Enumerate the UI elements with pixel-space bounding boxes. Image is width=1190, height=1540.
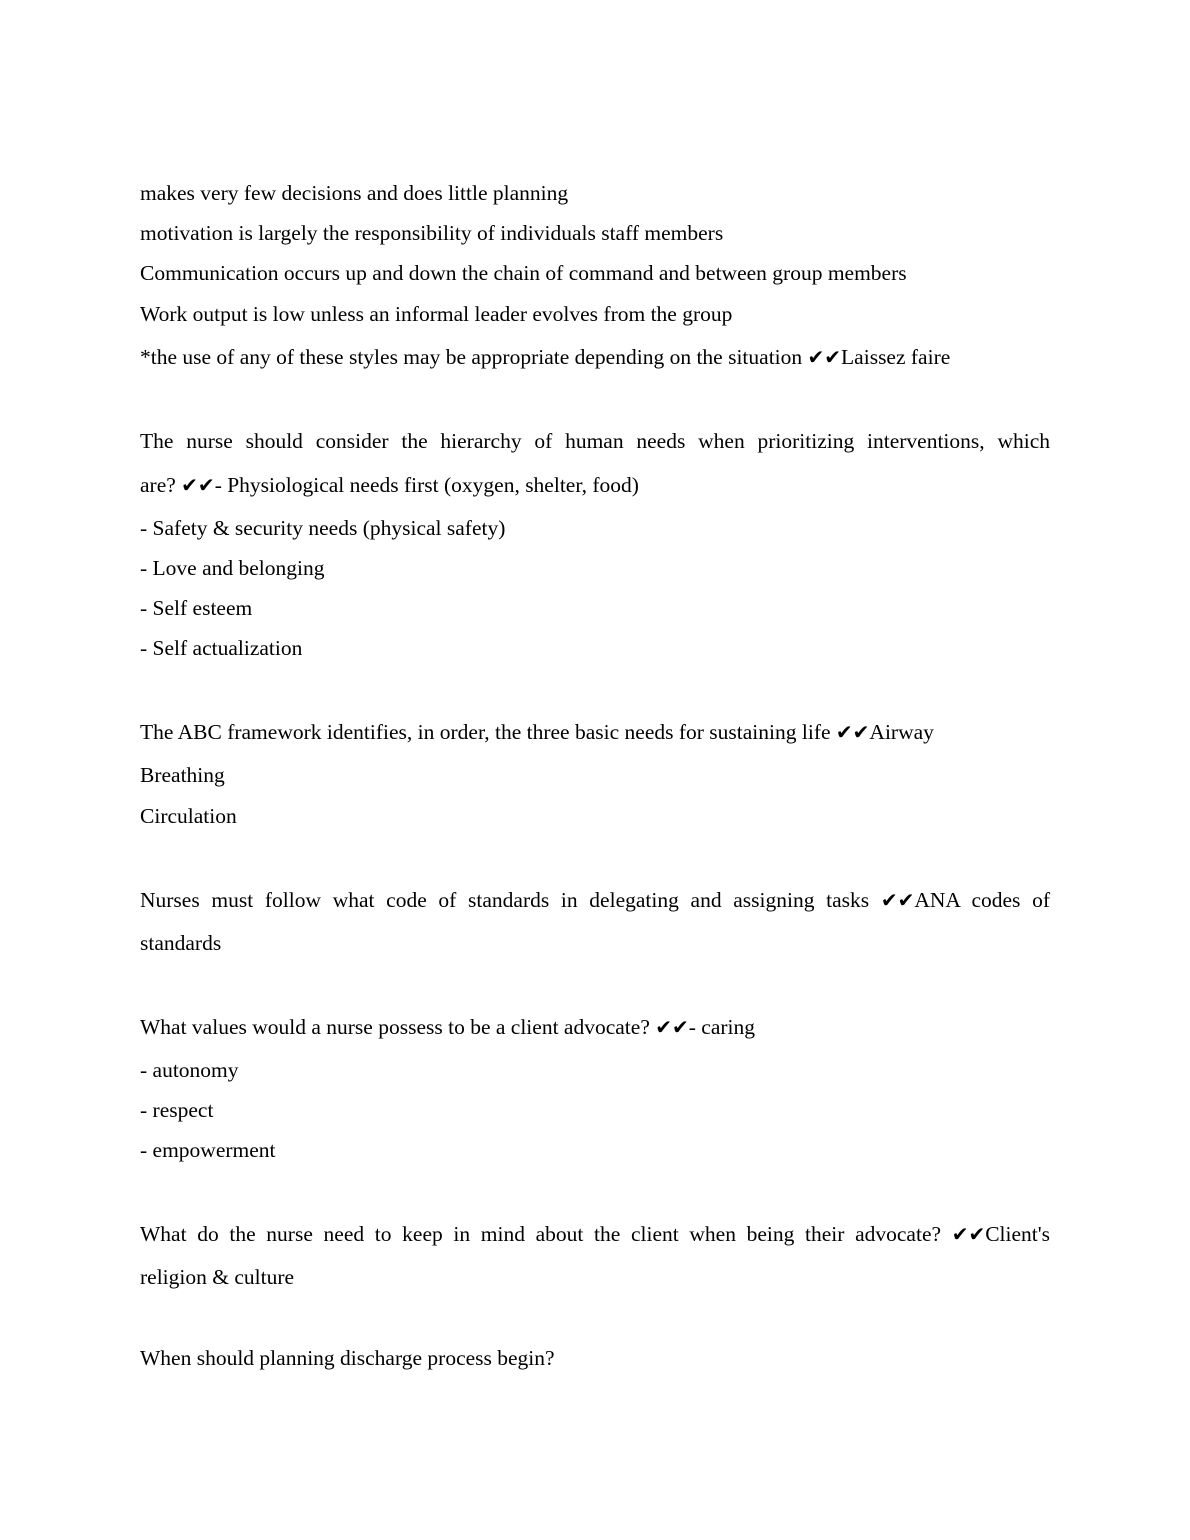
question-answer-line — [140, 1224, 1050, 1246]
answer-line: - Self actualization — [140, 636, 303, 660]
double-check-icon: ✔✔ — [181, 473, 215, 497]
answer-line: - Love and belonging — [140, 556, 325, 580]
question-answer-line — [140, 347, 950, 369]
answer-line: - empowerment — [140, 1138, 276, 1162]
answer-line: - Safety & security needs (physical safety) — [140, 516, 506, 540]
answer-line: standards — [140, 931, 222, 955]
double-check-icon: ✔✔ — [807, 345, 842, 369]
text-line: Work output is low unless an informal leader evolves from the group — [140, 302, 733, 326]
double-check-icon: ✔✔ — [655, 1015, 689, 1039]
answer-line: religion & culture — [140, 1265, 295, 1289]
question-line: The nurse should consider the hierarchy of human needs when prioritizing interventions, which — [140, 429, 1050, 453]
question-text: are? — [140, 473, 176, 497]
answer-line: - respect — [140, 1098, 214, 1122]
text-line: Communication occurs up and down the chain of command and between group members — [140, 261, 907, 285]
text-line: motivation is largely the responsibility of individuals staff members — [140, 221, 724, 245]
double-check-icon: ✔✔ — [880, 888, 915, 912]
question-text: What values would a nurse possess to be a client advocate? — [140, 1015, 650, 1039]
question-answer-line — [140, 475, 639, 497]
answer-text: - caring — [688, 1015, 756, 1039]
question-text: *the use of any of these styles may be appropriate depending on the situation — [140, 345, 803, 369]
question-text: The ABC framework identifies, in order, the three basic needs for sustaining life — [140, 720, 831, 744]
question-line: When should planning discharge process begin? — [140, 1346, 555, 1370]
answer-text: Airway — [869, 720, 934, 744]
question-answer-line — [140, 722, 934, 744]
double-check-icon: ✔✔ — [835, 720, 870, 744]
answer-text: ANA codes of — [914, 888, 1050, 912]
question-answer-line — [140, 1017, 755, 1039]
answer-text: Laissez faire — [841, 345, 951, 369]
question-answer-line — [140, 890, 1050, 912]
double-check-icon: ✔✔ — [951, 1222, 986, 1246]
question-text: Nurses must follow what code of standards in delegating and assigning tasks — [140, 888, 870, 912]
answer-text: - Physiological needs first (oxygen, shelter, food) — [214, 473, 639, 497]
question-text: What do the nurse need to keep in mind about the client when being their advocate? — [140, 1222, 942, 1246]
answer-text: Client's — [985, 1222, 1051, 1246]
answer-line: Breathing — [140, 763, 225, 787]
text-line: makes very few decisions and does little planning — [140, 181, 569, 205]
answer-line: - autonomy — [140, 1058, 239, 1082]
answer-line: - Self esteem — [140, 596, 253, 620]
answer-line: Circulation — [140, 804, 237, 828]
